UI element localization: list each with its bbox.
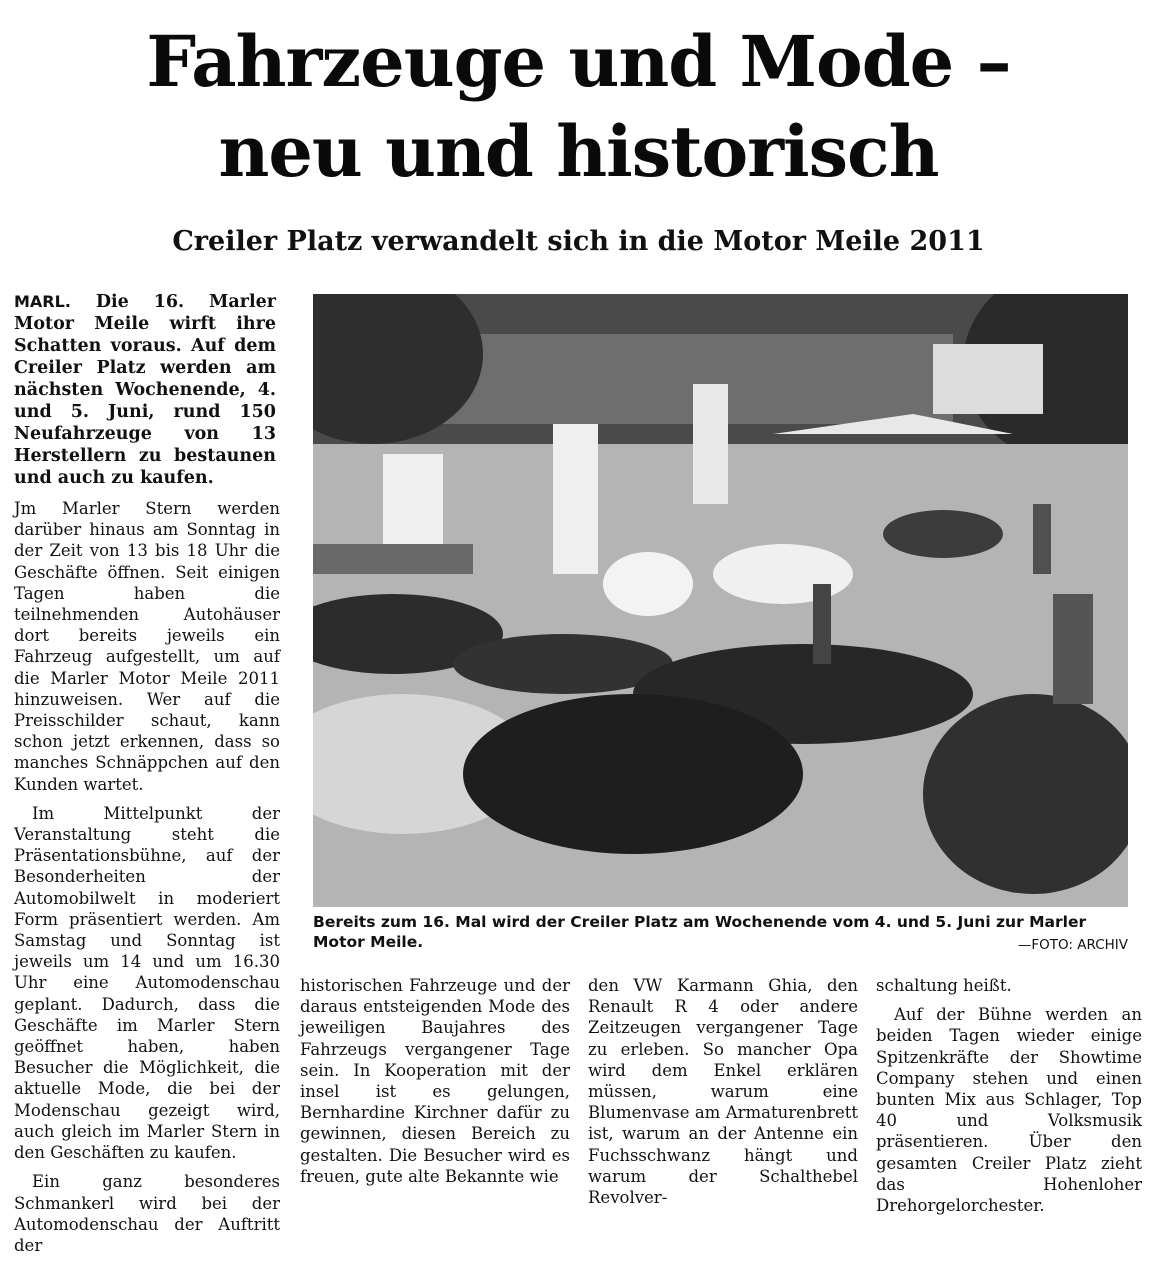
subheadline: Creiler Platz verwandelt sich in die Motor Meile 2011 <box>172 226 985 257</box>
dateline: MARL. <box>14 292 71 311</box>
paragraph: schaltung heißt. <box>876 976 1012 995</box>
article-photo <box>313 294 1128 907</box>
paragraph: den VW Karmann Ghia, den Renault R 4 oder andere Zeitzeugen vergangener Tage zu erleben. So mancher Opa wird dem Enkel erklären müssen, warum eine Blumenvase am Armaturenbrett ist, warum an der Antenne ein Fuchsschwanz hängt und warum der Schalthebel Revolver- <box>588 976 858 1208</box>
paragraph: Im Mittelpunkt der Veranstaltung steht die Präsentationsbühne, auf der Besonderheiten der Automobilwelt in moderiert Form präsentiert werden. Am Samstag und Sonntag ist jeweils um 14 und um 16.30 Uhr eine Automodenschau geplant. Dadurch, dass die Geschäfte im Marler Stern geöffnet haben, haben Besucher die Möglichkeit, die aktuelle Mode, die bei der Modenschau gezeigt wird, auch gleich im Marler Stern in den Geschäften zu kaufen. <box>14 803 280 1163</box>
headline-line-1: Fahrzeuge und Mode – <box>146 20 1011 103</box>
intro-text: Die 16. Marler Motor Meile wirft ihre Schatten voraus. Auf dem Creiler Platz werden am nächsten Wochenende, 4. und 5. Juni, rund 150 Neufahrzeuge von 13 Herstellern zu bestaunen und auch zu kaufen. <box>14 292 276 488</box>
intro-paragraph <box>14 291 276 489</box>
photo-caption: Bereits zum 16. Mal wird der Creiler Platz am Wochenende vom 4. und 5. Juni zur Marler Motor Meile. <box>313 913 1087 951</box>
paragraph: Auf der Bühne werden an beiden Tagen wieder einige Spitzenkräfte der Showtime Company stehen und einen bunten Mix aus Schlager, Top 40 und Volksmusik präsentieren. Über den gesamten Creiler Platz zieht das Hohenloher Drehorgelorchester. <box>876 1005 1142 1216</box>
article-column-3 <box>588 975 858 1216</box>
article-column-2 <box>300 975 570 1195</box>
photo-credit: —FOTO: ARCHIV <box>1017 937 1128 953</box>
paragraph: Ein ganz besonderes Schmankerl wird bei der Automodenschau der Auftritt der <box>14 1172 280 1255</box>
paragraph: Jm Marler Stern werden darüber hinaus am Sonntag in der Zeit von 13 bis 18 Uhr die Geschäfte öffnen. Seit einigen Tagen haben die teilnehmenden Autohäuser dort bereits jeweils ein Fahrzeug aufgestellt, um auf die Marler Motor Meile 2011 hinzuweisen. Wer auf die Preisschilder schaut, kann schon jetzt erkennen, dass so manches Schnäppchen auf den Kunden wartet. <box>14 499 280 794</box>
article-column-1 <box>14 498 280 1264</box>
headline-line-2: neu und historisch <box>218 110 939 193</box>
paragraph: historischen Fahrzeuge und der daraus entsteigenden Mode des jeweiligen Baujahres des Fahrzeugs vergangener Tage sein. In Kooperation mit der insel ist es gelungen, Bernhardine Kirchner dafür zu gewinnen, diesen Bereich zu gestalten. Die Besucher wird es freuen, gute alte Bekannte wie <box>300 976 570 1186</box>
car-show-photo <box>313 294 1128 907</box>
article-column-4 <box>876 975 1142 1224</box>
